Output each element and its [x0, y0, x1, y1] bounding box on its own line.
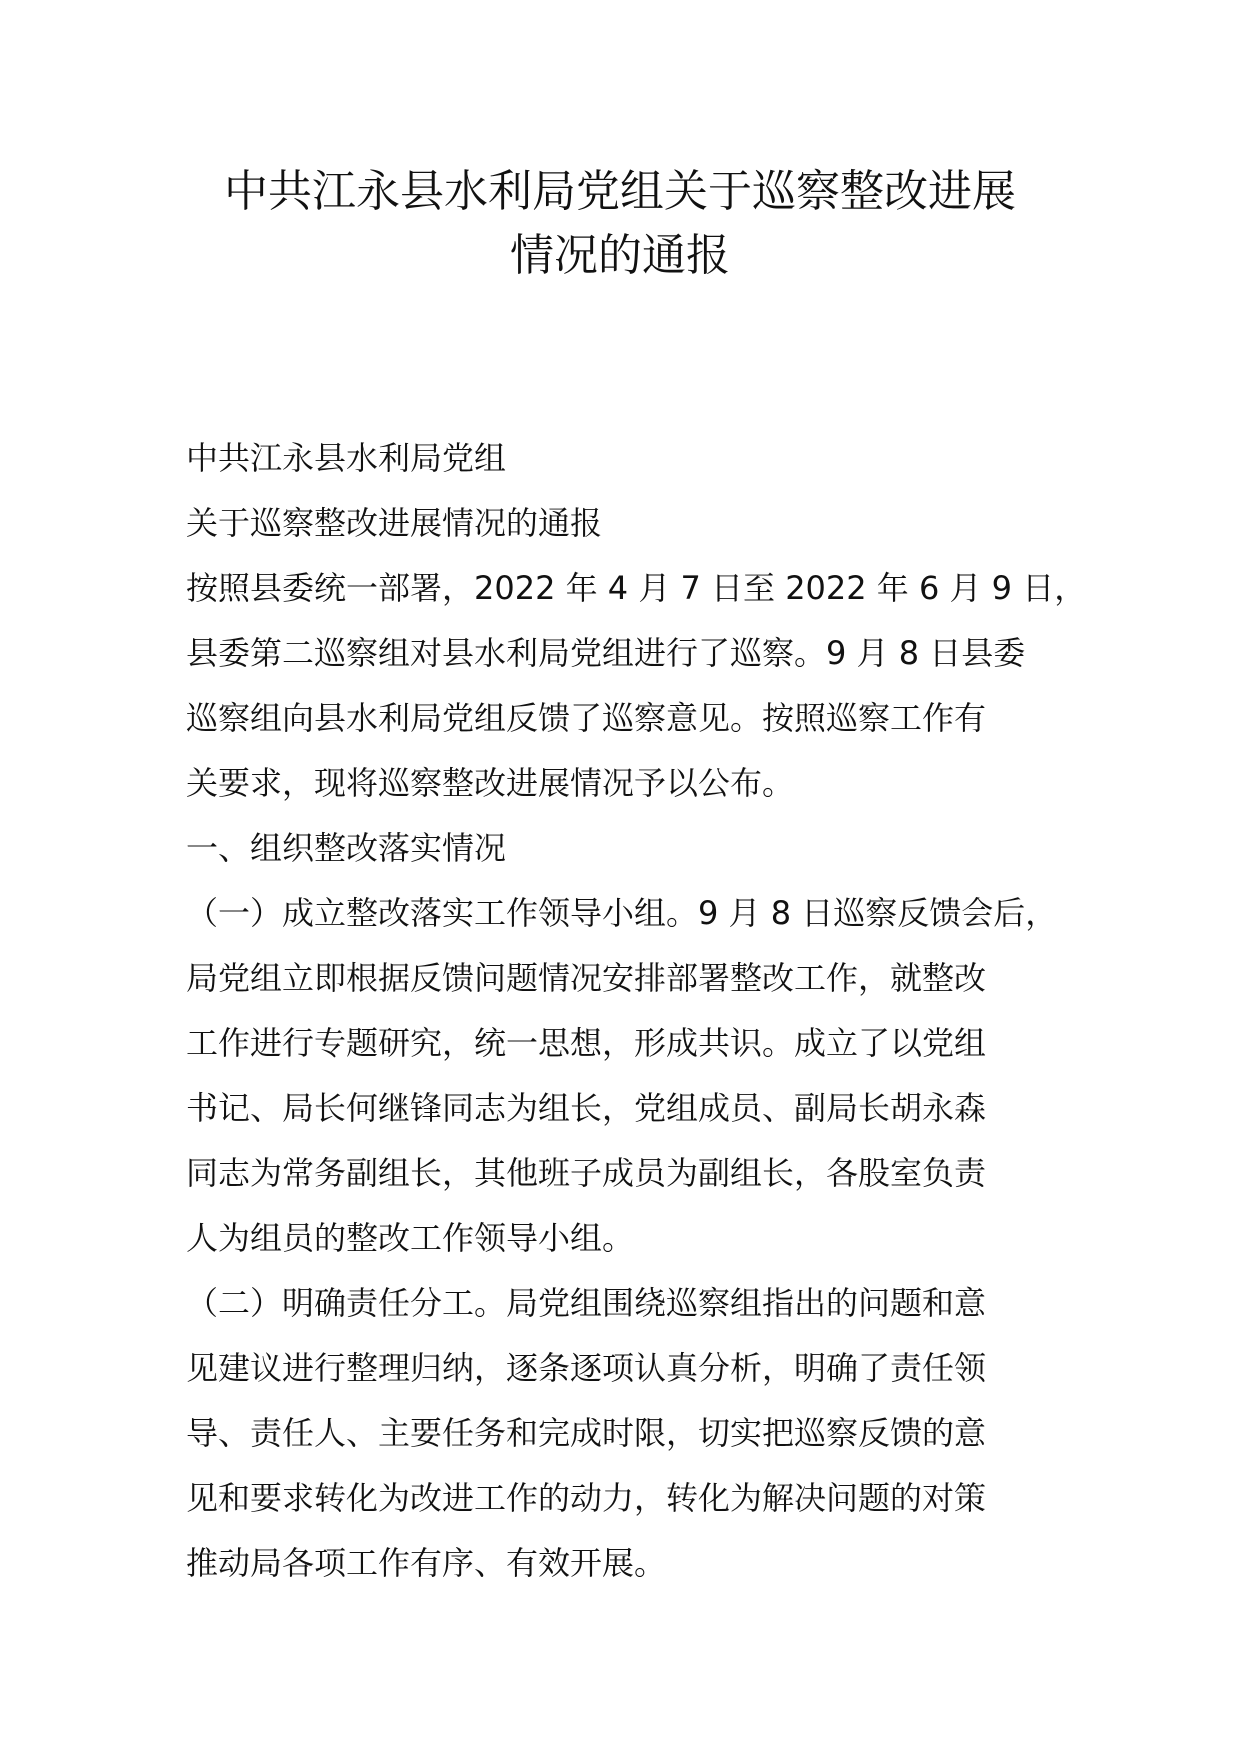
issuer-line: 中共江永县水利局党组	[186, 439, 507, 477]
paragraph-line: 县委第二巡察组对县水利局党组进行了巡察。9 月 8 日县委	[186, 634, 1026, 672]
document-title	[150, 160, 1090, 288]
paragraph-line: 见和要求转化为改进工作的动力，转化为解决问题的对策	[186, 1479, 987, 1517]
paragraph-line: 见建议进行整理归纳，逐条逐项认真分析，明确了责任领	[186, 1349, 987, 1387]
paragraph-line: 局党组立即根据反馈问题情况安排部署整改工作，就整改	[186, 959, 987, 997]
document-body	[186, 426, 1086, 1596]
paragraph-line: 书记、局长何继锋同志为组长，党组成员、副局长胡永森	[186, 1089, 987, 1127]
subject-line: 关于巡察整改进展情况的通报	[186, 504, 603, 542]
title-line-2: 情况的通报	[510, 230, 730, 281]
title-line-1: 中共江永县水利局党组关于巡察整改进展	[224, 166, 1016, 217]
paragraph-line: 人为组员的整改工作领导小组。	[186, 1219, 635, 1257]
paragraph-line: （二）明确责任分工。局党组围绕巡察组指出的问题和意	[186, 1284, 987, 1322]
paragraph-line: 推动局各项工作有序、有效开展。	[186, 1544, 667, 1582]
paragraph-line: （一）成立整改落实工作领导小组。9 月 8 日巡察反馈会后，	[186, 894, 1058, 932]
paragraph-line: 巡察组向县水利局党组反馈了巡察意见。按照巡察工作有	[186, 699, 987, 737]
paragraph-line: 按照县委统一部署，2022 年 4 月 7 日至 2022 年 6 月 9 日，	[186, 569, 1087, 607]
section-heading: 一、组织整改落实情况	[186, 829, 507, 867]
paragraph-line: 同志为常务副组长，其他班子成员为副组长，各股室负责	[186, 1154, 987, 1192]
paragraph-line: 关要求，现将巡察整改进展情况予以公布。	[186, 764, 795, 802]
paragraph-line: 工作进行专题研究，统一思想，形成共识。成立了以党组	[186, 1024, 987, 1062]
paragraph-line: 导、责任人、主要任务和完成时限，切实把巡察反馈的意	[186, 1414, 987, 1452]
